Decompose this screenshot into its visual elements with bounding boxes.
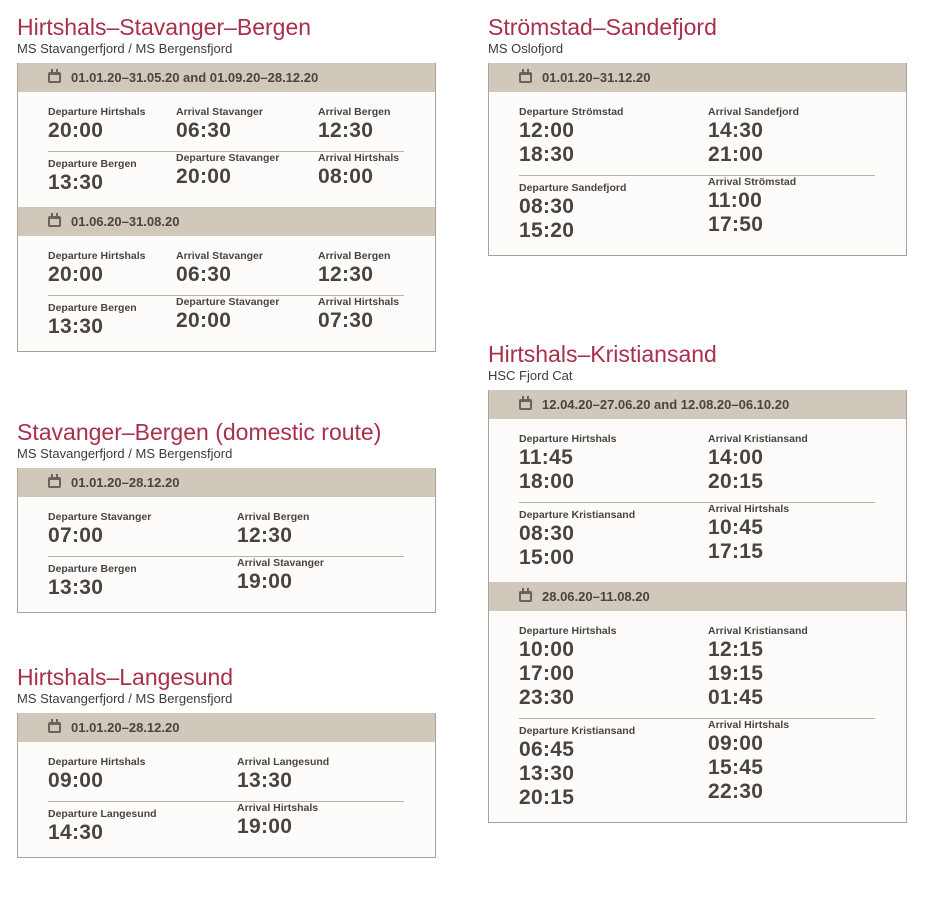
schedule-row bbox=[48, 756, 404, 793]
time-value: 20:00 bbox=[48, 119, 104, 142]
schedule-cell bbox=[519, 433, 875, 494]
time-value: 13:30 bbox=[237, 769, 293, 792]
schedule-cell bbox=[708, 625, 808, 710]
stop-label: Departure Sandefjord bbox=[519, 182, 627, 194]
stop-label: Arrival Hirtshals bbox=[708, 719, 790, 731]
stop-label: Departure Stavanger bbox=[176, 152, 280, 164]
time-value: 14:30 bbox=[708, 119, 764, 142]
route-hirtshals-stavanger-bergen bbox=[17, 14, 436, 352]
schedule-cell bbox=[318, 250, 390, 287]
stop-label: Arrival Bergen bbox=[237, 511, 310, 523]
time-value: 13:30 bbox=[48, 576, 104, 599]
time-value: 19:00 bbox=[237, 570, 293, 593]
schedule-cell bbox=[176, 152, 279, 189]
stop-label: Arrival Hirtshals bbox=[237, 802, 319, 814]
period-schedule bbox=[18, 742, 435, 857]
route-hirtshals-kristiansand bbox=[488, 341, 907, 823]
stop-label: Arrival Hirtshals bbox=[318, 296, 400, 308]
stop-label: Departure Bergen bbox=[48, 302, 137, 314]
time-value: 20:00 bbox=[176, 309, 232, 332]
period-header bbox=[489, 63, 906, 92]
schedule-cell bbox=[237, 557, 324, 594]
period-schedule bbox=[489, 611, 906, 822]
time-value: 13:30 bbox=[519, 762, 575, 785]
period-dates: 01.01.20–28.12.20 bbox=[71, 720, 180, 735]
time-value: 20:00 bbox=[48, 263, 104, 286]
route-title: Hirtshals–Langesund bbox=[17, 664, 234, 690]
stop-label: Arrival Sandefjord bbox=[708, 106, 800, 118]
period-header bbox=[18, 713, 435, 742]
stop-label: Departure Bergen bbox=[48, 158, 137, 170]
stop-label: Departure Hirtshals bbox=[48, 250, 146, 262]
schedule-row bbox=[48, 106, 404, 143]
schedule-row bbox=[519, 625, 875, 710]
calendar-icon bbox=[48, 722, 61, 733]
period-header bbox=[18, 207, 435, 236]
stop-label: Departure Langesund bbox=[48, 808, 157, 820]
stop-label: Departure Stavanger bbox=[176, 296, 280, 308]
schedule-cell bbox=[318, 106, 390, 143]
time-value: 12:30 bbox=[318, 119, 374, 142]
stop-label: Departure Hirtshals bbox=[48, 756, 146, 768]
time-value: 19:00 bbox=[237, 815, 293, 838]
schedule-row bbox=[48, 250, 404, 287]
ship-names: HSC Fjord Cat bbox=[488, 368, 573, 383]
stop-label: Departure Hirtshals bbox=[519, 433, 617, 445]
ship-names: MS Oslofjord bbox=[488, 41, 564, 56]
schedule-row bbox=[519, 106, 875, 167]
time-value: 20:15 bbox=[519, 786, 575, 809]
schedule-cell bbox=[519, 509, 875, 570]
time-value: 07:00 bbox=[48, 524, 104, 547]
ship-names: MS Stavangerfjord / MS Bergensfjord bbox=[17, 691, 233, 706]
schedule-cell bbox=[48, 563, 404, 600]
stop-label: Departure Kristiansand bbox=[519, 509, 636, 521]
calendar-icon bbox=[519, 399, 532, 410]
time-value: 12:00 bbox=[519, 119, 575, 142]
timetable-box bbox=[17, 468, 436, 613]
period-header bbox=[18, 63, 435, 92]
schedule-cell bbox=[708, 106, 799, 167]
schedule-cell bbox=[708, 503, 789, 564]
time-value: 21:00 bbox=[708, 143, 764, 166]
schedule-row bbox=[519, 433, 875, 494]
period-header bbox=[489, 390, 906, 419]
schedule-cell bbox=[708, 433, 808, 494]
period-schedule bbox=[489, 92, 906, 255]
timetable-box bbox=[488, 390, 907, 823]
stop-label: Departure Strömstad bbox=[519, 106, 624, 118]
stop-label: Departure Bergen bbox=[48, 563, 137, 575]
route-stavanger-bergen bbox=[17, 419, 436, 613]
stop-label: Arrival Stavanger bbox=[176, 250, 263, 262]
schedule-cell bbox=[519, 725, 875, 810]
time-value: 13:30 bbox=[48, 315, 104, 338]
time-value: 12:30 bbox=[237, 524, 293, 547]
timetable-box bbox=[488, 63, 907, 256]
time-value: 15:20 bbox=[519, 219, 575, 242]
period-header bbox=[489, 582, 906, 611]
time-value: 22:30 bbox=[708, 780, 764, 803]
schedule-row bbox=[48, 151, 404, 195]
route-hirtshals-langesund bbox=[17, 664, 436, 858]
period-schedule bbox=[18, 92, 435, 207]
time-value: 15:00 bbox=[519, 546, 575, 569]
schedule-cell bbox=[176, 250, 263, 287]
stop-label: Arrival Stavanger bbox=[176, 106, 263, 118]
time-value: 10:00 bbox=[519, 638, 575, 661]
schedule-cell bbox=[318, 296, 399, 333]
stop-label: Arrival Strömstad bbox=[708, 176, 797, 188]
calendar-icon bbox=[48, 216, 61, 227]
schedule-cell bbox=[237, 511, 309, 548]
period-schedule bbox=[18, 497, 435, 612]
period-schedule bbox=[489, 419, 906, 582]
time-value: 09:00 bbox=[48, 769, 104, 792]
schedule-cell bbox=[48, 808, 404, 845]
time-value: 14:30 bbox=[48, 821, 104, 844]
route-title: Hirtshals–Kristiansand bbox=[488, 341, 717, 367]
time-value: 06:45 bbox=[519, 738, 575, 761]
time-value: 07:30 bbox=[318, 309, 374, 332]
timetable-box bbox=[17, 63, 436, 352]
time-value: 09:00 bbox=[708, 732, 764, 755]
time-value: 23:30 bbox=[519, 686, 575, 709]
stop-label: Arrival Kristiansand bbox=[708, 625, 808, 637]
time-value: 18:00 bbox=[519, 470, 575, 493]
time-value: 06:30 bbox=[176, 119, 232, 142]
period-dates: 01.06.20–31.08.20 bbox=[71, 214, 180, 229]
schedule-cell bbox=[176, 106, 263, 143]
stop-label: Arrival Hirtshals bbox=[708, 503, 790, 515]
ship-names: MS Stavangerfjord / MS Bergensfjord bbox=[17, 446, 233, 461]
stop-label: Arrival Bergen bbox=[318, 106, 391, 118]
time-value: 06:30 bbox=[176, 263, 232, 286]
stop-label: Arrival Stavanger bbox=[237, 557, 324, 569]
time-value: 19:15 bbox=[708, 662, 764, 685]
stop-label: Arrival Bergen bbox=[318, 250, 391, 262]
stop-label: Arrival Hirtshals bbox=[318, 152, 400, 164]
route-stromstad-sandefjord bbox=[488, 14, 907, 256]
schedule-cell bbox=[519, 182, 875, 243]
period-schedule bbox=[18, 236, 435, 351]
schedule-row bbox=[48, 295, 404, 339]
time-value: 15:45 bbox=[708, 756, 764, 779]
time-value: 11:00 bbox=[708, 189, 763, 212]
schedule-cell bbox=[48, 511, 404, 548]
schedule-cell bbox=[318, 152, 399, 189]
stop-label: Departure Kristiansand bbox=[519, 725, 636, 737]
time-value: 08:30 bbox=[519, 522, 575, 545]
schedule-row bbox=[519, 175, 875, 243]
period-header bbox=[18, 468, 435, 497]
time-value: 20:15 bbox=[708, 470, 764, 493]
stop-label: Arrival Langesund bbox=[237, 756, 330, 768]
route-title: Strömstad–Sandefjord bbox=[488, 14, 717, 40]
calendar-icon bbox=[48, 477, 61, 488]
time-value: 01:45 bbox=[708, 686, 764, 709]
schedule-cell bbox=[48, 756, 404, 793]
time-value: 18:30 bbox=[519, 143, 575, 166]
time-value: 12:30 bbox=[318, 263, 374, 286]
period-dates: 28.06.20–11.08.20 bbox=[542, 589, 650, 604]
calendar-icon bbox=[519, 72, 532, 83]
schedule-row bbox=[48, 511, 404, 548]
period-dates: 01.01.20–28.12.20 bbox=[71, 475, 180, 490]
schedule-cell bbox=[519, 106, 875, 167]
schedule-cell bbox=[176, 296, 279, 333]
stop-label: Arrival Kristiansand bbox=[708, 433, 808, 445]
route-title: Hirtshals–Stavanger–Bergen bbox=[17, 14, 312, 40]
time-value: 13:30 bbox=[48, 171, 104, 194]
period-dates: 12.04.20–27.06.20 and 12.08.20–06.10.20 bbox=[542, 397, 790, 412]
period-dates: 01.01.20–31.05.20 and 01.09.20–28.12.20 bbox=[71, 70, 319, 85]
time-value: 14:00 bbox=[708, 446, 764, 469]
time-value: 12:15 bbox=[708, 638, 764, 661]
time-value: 17:15 bbox=[708, 540, 764, 563]
schedule-cell bbox=[519, 625, 875, 710]
stop-label: Departure Hirtshals bbox=[519, 625, 617, 637]
time-value: 08:00 bbox=[318, 165, 374, 188]
stop-label: Departure Stavanger bbox=[48, 511, 152, 523]
time-value: 11:45 bbox=[519, 446, 574, 469]
time-value: 20:00 bbox=[176, 165, 232, 188]
schedule-row bbox=[519, 718, 875, 810]
schedule-row bbox=[48, 801, 404, 845]
route-title: Stavanger–Bergen (domestic route) bbox=[17, 419, 382, 445]
schedule-row bbox=[48, 556, 404, 600]
calendar-icon bbox=[48, 72, 61, 83]
time-value: 10:45 bbox=[708, 516, 764, 539]
time-value: 08:30 bbox=[519, 195, 575, 218]
schedule-row bbox=[519, 502, 875, 570]
schedule-cell bbox=[708, 176, 796, 237]
period-dates: 01.01.20–31.12.20 bbox=[542, 70, 651, 85]
time-value: 17:50 bbox=[708, 213, 764, 236]
stop-label: Departure Hirtshals bbox=[48, 106, 146, 118]
timetable-box bbox=[17, 713, 436, 858]
schedule-cell bbox=[237, 756, 329, 793]
schedule-cell bbox=[708, 719, 789, 804]
calendar-icon bbox=[519, 591, 532, 602]
time-value: 17:00 bbox=[519, 662, 575, 685]
schedule-cell bbox=[237, 802, 318, 839]
ship-names: MS Stavangerfjord / MS Bergensfjord bbox=[17, 41, 233, 56]
